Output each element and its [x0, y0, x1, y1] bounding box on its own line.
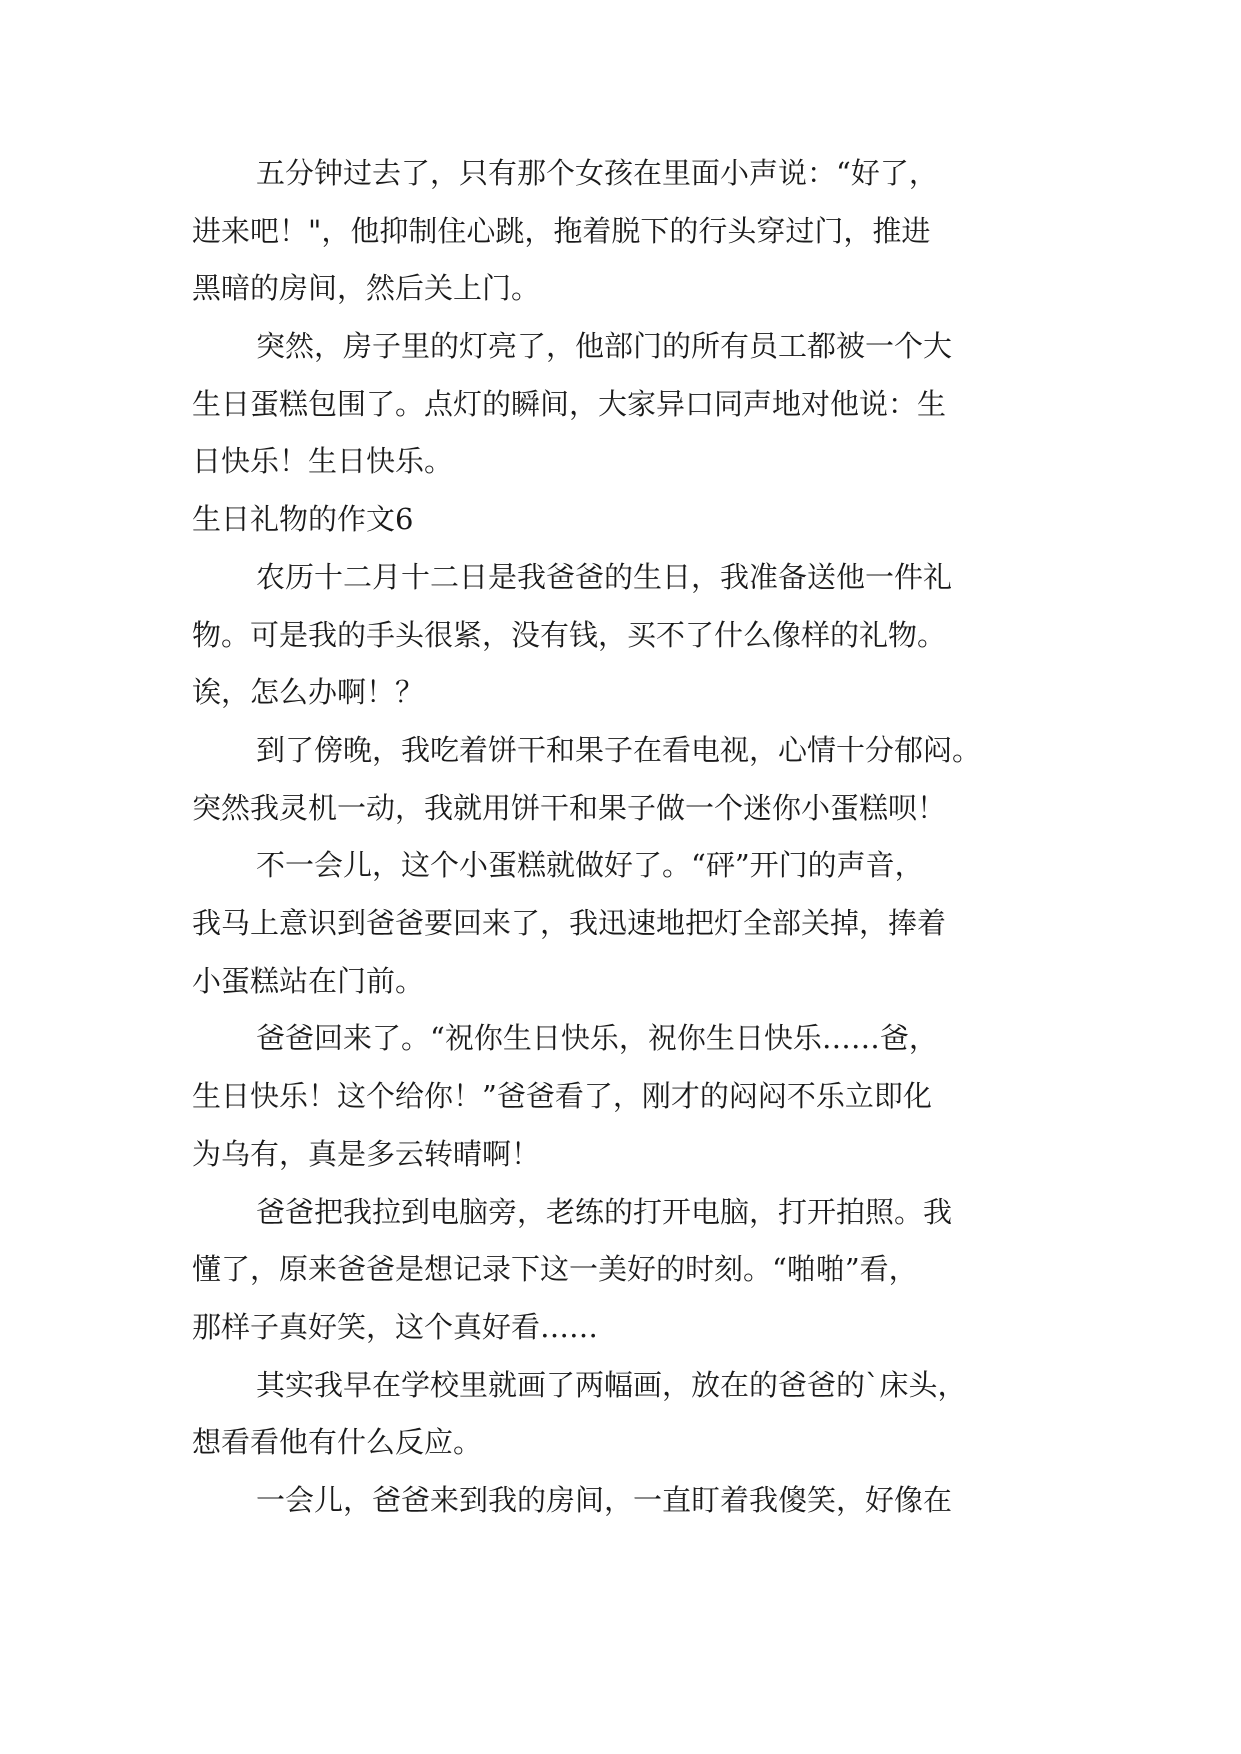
paragraph-line: 生日蛋糕包围了。点灯的瞬间，大家异口同声地对他说：生	[192, 387, 947, 421]
paragraph-line: 我马上意识到爸爸要回来了，我迅速地把灯全部关掉，捧着	[192, 906, 947, 940]
paragraph-line: 爸爸回来了。“祝你生日快乐，祝你生日快乐……爸，	[256, 1021, 938, 1055]
paragraph-line: 懂了，原来爸爸是想记录下这一美好的时刻。“啪啪”看，	[192, 1252, 918, 1286]
paragraph-line: 小蛋糕站在门前。	[192, 964, 425, 998]
paragraph-line: 五分钟过去了，只有那个女孩在里面小声说：“好了，	[256, 156, 938, 190]
paragraph-line: 突然我灵机一动，我就用饼干和果子做一个迷你小蛋糕呗！	[192, 791, 947, 825]
section-heading: 生日礼物的作文6	[192, 502, 414, 536]
paragraph-line: 突然，房子里的灯亮了，他部门的所有员工都被一个大	[256, 329, 953, 363]
paragraph-line: 爸爸把我拉到电脑旁，老练的打开电脑，打开拍照。我	[256, 1195, 953, 1229]
paragraph-line: 其实我早在学校里就画了两幅画，放在的爸爸的`床头，	[256, 1368, 967, 1402]
paragraph-line: 诶，怎么办啊！？	[192, 675, 425, 709]
paragraph-line: 农历十二月十二日是我爸爸的生日，我准备送他一件礼	[256, 560, 953, 594]
paragraph-line: 为乌有，真是多云转晴啊！	[192, 1137, 541, 1171]
paragraph-line: 不一会儿，这个小蛋糕就做好了。“砰”开门的声音，	[256, 848, 924, 882]
paragraph-line: 日快乐！生日快乐。	[192, 444, 454, 478]
paragraph-line: 黑暗的房间，然后关上门。	[192, 271, 541, 305]
paragraph-line: 生日快乐！这个给你！”爸爸看了，刚才的闷闷不乐立即化	[192, 1079, 932, 1113]
paragraph-line: 物。可是我的手头很紧，没有钱，买不了什么像样的礼物。	[192, 618, 947, 652]
paragraph-line: 那样子真好笑，这个真好看……	[192, 1310, 599, 1344]
paragraph-line: 到了傍晚，我吃着饼干和果子在看电视，心情十分郁闷。	[256, 733, 982, 767]
paragraph-line: 一会儿，爸爸来到我的房间，一直盯着我傻笑，好像在	[256, 1483, 953, 1517]
paragraph-line: 进来吧！"，他抑制住心跳，拖着脱下的行头穿过门，推进	[192, 214, 931, 248]
paragraph-line: 想看看他有什么反应。	[192, 1425, 483, 1459]
